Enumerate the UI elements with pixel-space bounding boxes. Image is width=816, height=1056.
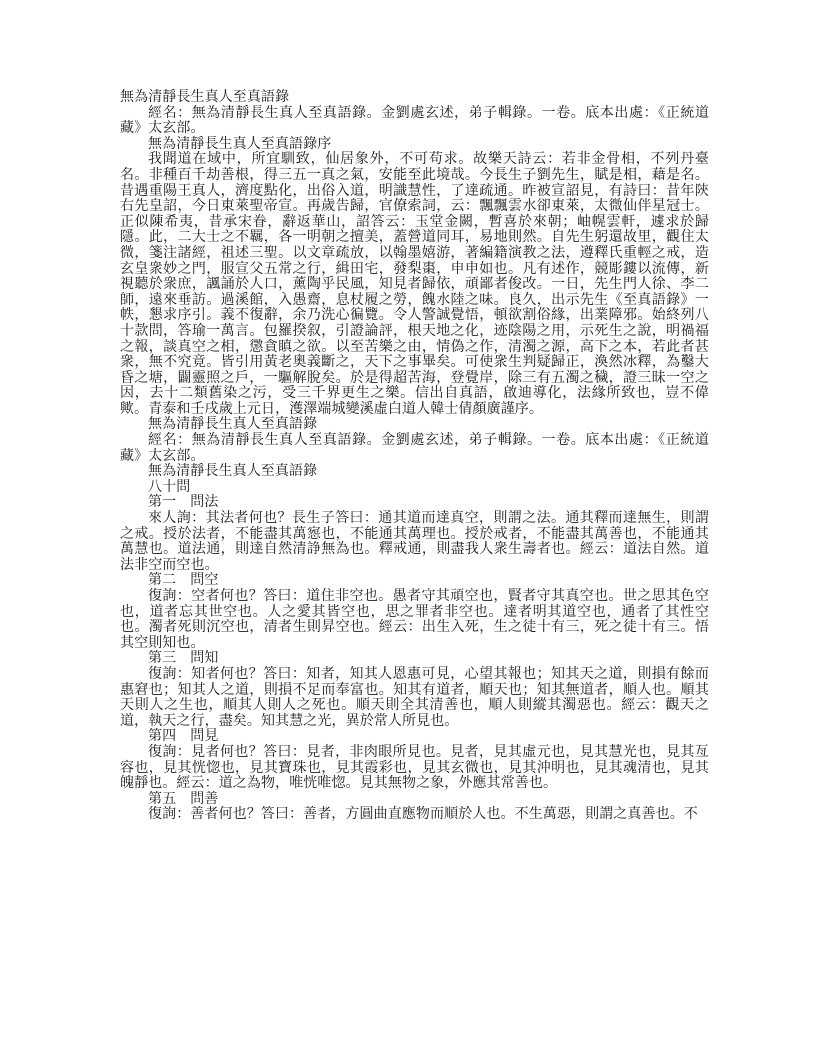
paragraph: 第一 問法 (148, 495, 219, 511)
paragraph: 第四 問見 (148, 729, 219, 745)
paragraph: 復詢：知者何也？答曰：知者，知其人恩惠可見，心望其報也；知其天之道，則損有餘而惠窘也；知其人之道，則損不足而奉富也。知其有道者，順天也；知其無道者，順人也。順其天則人之生也，順其人則人之死也。順天則全其清善也，順人則縱其濁惡也。經云：觀天之道，執天之行，盡矣。知其慧之光，異於常人所見也。 (120, 666, 709, 729)
paragraph: 復詢：善者何也？答曰：善者，方圓曲直應物而順於人也。不生萬惡，則謂之真善也。不 (148, 807, 698, 823)
document-body (120, 90, 709, 823)
paragraph: 無為清靜長生真人至真語錄序 (148, 136, 332, 152)
paragraph: 第五 問善 (148, 791, 219, 807)
paragraph: 經名：無為清靜長生真人至真語錄。金劉處玄述，弟子輯錄。一卷。底本出處：《正統道藏》太玄部。 (120, 105, 709, 137)
paragraph: 第二 問空 (148, 573, 219, 589)
paragraph: 復詢：空者何也？答曰：道住非空也。愚者守其頑空也，賢者守其真空也。世之思其色空也，道者忘其世空也。人之愛其皆空也，思之罪者非空也。達者明其道空也，通者了其性空也。濁者死則沉空也，清者生則昇空也。經云：出生入死，生之徒十有三，死之徒十有三。悟其空則知也。 (120, 589, 709, 651)
paragraph: 復詢：見者何也？答曰：見者，非肉眼所見也。見者，見其虛元也，見其慧光也，見其亙容也，見其恍惚也，見其寶珠也，見其霞彩也，見其玄微也，見其沖明也，見其魂清也，見其魄靜也。經云：道之為物，唯恍唯惚。見其無物之象，外應其常善也。 (120, 744, 709, 792)
document-page (120, 90, 709, 823)
paragraph: 無為清靜長生真人至真語錄 (120, 90, 290, 105)
paragraph: 無為清靜長生真人至真語錄 (148, 417, 318, 433)
paragraph: 八十問 (148, 479, 191, 495)
paragraph: 我聞道在域中，所宜馴致，仙居象外，不可苟求。故樂天詩云：若非金骨相，不列丹臺名。非種百千劫善根，得三五一真之氣，安能至此境哉。今長生子劉先生，賦是相，藉是名。昔遇重陽王真人，濟度點化，出俗入道，明識慧性，了達疏通。昨被宣詔見，有詩曰：昔年陝右先皇詔，今日東萊聖帝宣。再歲告歸，官僚索詞，云：飄飄雲水卻東萊，太微仙伴星冠士。正似陳希夷，昔承宋眷，辭返華山，詔答云：玉堂金闕，暫喜於來朝；岫幌雲軒，遽求於歸隱。此，二大士之不羈，各一明朝之擅美，蓋營道同耳，易地則然。自先生躬還故里，觀住太微，箋注諸經，祖述三聖。以文章疏放，以翰墨嬉游，著編籍演教之法，遵釋氏重輕之戒，造玄皇衆妙之門，服宣父五常之行，緝田宅，發梨棗，申申如也。凡有述作，競彫鏤以流傳，新視聽於衆庶，諷誦於人口，薰陶乎民風，知見者歸依，頑鄙者俊改。一日，先生門人徐、李二師，遠來垂訪。過溪館，入愚齋，息杖履之勞，餽水陸之味。良久，出示先生《至真語錄》一帙，懇求序引。義不復辭，余乃洗心徧覽。令人警誠覺悟，頓欲割俗緣，出業障邪。始終列八十款問，答瑜一萬言。包羅揆叙，引證論評，根天地之化，迹陰陽之用，示死生之說，明禍福之報，談真空之相，懲貪瞋之欲。以至苦樂之由，情偽之作，清濁之源，高下之本，若此者甚衆，無不究竟。皆引用黃老奧義斷之，天下之事畢矣。可使衆生判疑歸正，渙然冰釋，為鑿大昏之塘，闢靈照之戶，一驅解脫矣。於是得超苦海，登覺岸，除三有五濁之穢，證三昧一空之因，去十二類舊染之污，受三千界更生之樂。信出自真語，啟迪導化，法緣所致也，豈不偉歟。青泰和壬戌歲上元日，濩澤端城變溪虛白道人韓士倩顏廣謹序。 (120, 152, 709, 417)
paragraph: 經名：無為清靜長生真人至真語錄。金劉處玄述，弟子輯錄。一卷。底本出處：《正統道藏》太玄部。 (120, 433, 709, 464)
paragraph: 無為清靜長生真人至真語錄 (148, 464, 318, 480)
paragraph: 來人詢：其法者何也？長生子答曰：通其道而達真空，則謂之法。通其釋而達無生，則謂之戒。授於法者，不能盡其萬惌也，不能通其萬理也。授於戒者，不能盡其萬善也，不能通其萬慧也。道法通，則達自然清諍無為也。釋戒通，則盡我人衆生壽者也。經云：道法自然。道法非空而空也。 (120, 511, 709, 573)
paragraph: 第三 問知 (148, 651, 219, 667)
